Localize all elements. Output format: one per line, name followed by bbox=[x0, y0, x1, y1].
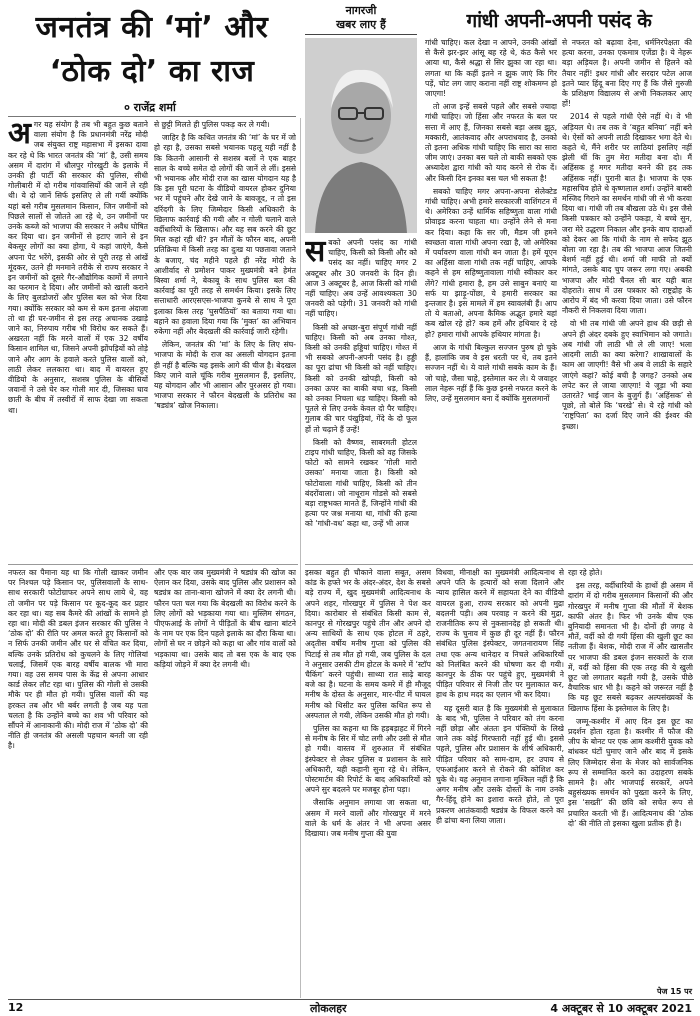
article2-column1 bbox=[305, 238, 417, 562]
byline-divider bbox=[8, 116, 296, 117]
article1-column3-lower bbox=[305, 568, 431, 996]
article1-paragraph: जम्मू-कश्मीर में आए दिन इस छूट का प्रदर्शन होता रहता है। कश्मीर में फौज की जीप के बोनट पर एक आम कश्मीरी युवक को बांधकर घंटों घुमाए जाने और बाद में इसके लिए जिम्मेदार सेना के मेजर को सार्वजनिक रूप से सम्मानित करने का उदाहरण सबके सामने है। और भाजपाई सरकारें, अपने बहुसंख्यक समर्थन को पुख्ता करने के लिए, इस ‘सख्ती’ की छवि को सचेत रूप से प्रचारित करती भी हैं। आदित्यनाथ की ‘ठोक दो’ की नीति तो इसका खुला प्रतीक ही है। bbox=[568, 716, 693, 828]
column-kicker bbox=[305, 4, 417, 32]
article1-column4-lower bbox=[436, 568, 564, 996]
article1-paragraph: जैसाकि अनुमान लगाया जा सकता था, असम में मरने वालों और गोरखपुर में मरने वाले के धर्म के अंतर ने भी अपना असर दिखाया। जब मनीष गुप्ता की युवा bbox=[305, 798, 431, 839]
article1-paragraph: इसका बहुत ही चौकाने वाला सबूत, असम कांड के हफ्ते भर के अंदर-अंदर, देश के सबसे बड़े राज्य में, खुद मुख्यमंत्री आदित्यनाथ के अपने शहर, गोरखपुर में पुलिस ने पेश कर दिया। कारोबार से संबंधित किसी काम से, कानपुर से गोरखपुर पहुंचे तीन और अपने दो अन्य साथियों के साथ एक होटल में ठहरे, अद्तीस वर्षीय मनीष गुप्ता को पुलिस की पिटाई से तब मौत हो गयी, जब पुलिस के दल ने अनुसार उसकी टीम होटल के कमरे में ‘स्टॉप चैकिंग’ करने पहुंची। साथ्या रात साढ़े बारह बजे का है। घटना के समय कमरे में ही मौजूद मनीष के दोस्त के अनुसार, मार-पीट में घायल मनीष को थिसीट कर पुलिस कथित रूप से अस्पताल ले गयी, लेकिन उसकी मौत हो गयी। bbox=[305, 568, 431, 720]
portrait-illustration bbox=[305, 38, 417, 233]
article2-paragraph: किसी को वैष्णव, साबरमती होटल टाइप गांधी चाहिए, किसी को वह जिसके फोटो को सामने रखकर ‘गोली मारो उसका’ मनाया जाता है। किसी को फोटोवाला गांधी चाहिए, किसी को तीन बंदरोंवाला। जो नाथूराम गोडसे को सबसे बड़ा राष्ट्रभक्त मानते हैं, जिन्होंने गांधी की हत्या पर जश्न मनाया था, गांधी की हत्या को ‘गांधी-वध’ कहा था, उन्हें भी आज bbox=[305, 437, 417, 529]
dropcap: अ bbox=[8, 120, 31, 151]
headline-right: गांधी अपनी-अपनी पसंद के bbox=[466, 10, 652, 32]
article2-column3 bbox=[562, 38, 692, 562]
footer-divider bbox=[8, 999, 694, 1000]
kicker-divider bbox=[305, 34, 417, 35]
article2-paragraph: 2014 से पहले गांधी ऐसे नहीं थे। वे भी अड़ियल थे। तब तक वे ‘बहुत बनिया’ नहीं बने थे। ऐसों को अपनी लाठी दिखाकर भगा देते थे। कहते थे, मैंने शरीर पर लाठियां इसलिए नहीं झेली थीं कि तुम मेरा मतीदा बना दो। मैं अहिंसक हूं मगर मतीदा बनने की हद तक अहिंसक नहीं। पुरानी बात है। भाजपा के एक महासचिव होते थे कृष्णलाल शर्मा। उन्होंने बाबरी मस्जिद गिराने का समर्थन गांधी जी से भी करवा दिया था। गांधी जी तब बौखला उठे थे। इस जैसे किसी पत्रकार को उन्होंने पकड़ा, ये बच्चे सुन, जरा मेरे उद्धरण निकाल और इनके बाप दादाओं को देकर आ कि गांधी के नाम से सफेद झूठ बोला जा रहा है। तब की भाजपा आज जितनी बेशर्म नहीं हुई थी। शर्मा जी माफी तो क्यों मांगते, उसके बाद चुप जरूर लगा गए। अबकी भाजपा और मोदी चैनल सी बार यही बात दोहराते। साथ में उस पत्रकार को राष्ट्रद्रोह के आरोप में बंद भी करवा दिया जाता। उसे फौरन नौकरी से निकलवा दिया जाता। bbox=[562, 112, 692, 316]
article2-paragraph: सबको चाहिए मगर अपना-अपना सेलेक्टेड गांधी चाहिए। अभी हमारे सरकारजी वाशिंगटन में थे। अमेरिका उन्हें धार्मिक सहिष्णुता वाला गांधी प्रोवाइड करना चाहता था। उन्होंने लेने से मना कर दिया। कहा कि सर जी, मैडम जी हमने स्वच्छता वाला गांधी अपना रखा है, जो अमेरिका में पर्यावरण वाला गांधी बन जाता है। हमें यूएन का अहिंसा वाला गांधी तक नहीं चाहिए, आपके कहने से हम सहिष्णुतावाला गांधी स्वीकार कर लेंगे? गांधी हमारा है, हम उसे साबुन बनाएं या सर्फ या झाड़ू-पोंछा, ये हमारी सरकार का इन्तजार है। इस मामले में हम स्वावलंबी हैं। आप तो ये बताओ, अपना कैमिक अद्भुत हमारे यहां कब खोल रहे हो? कब हमें और हथियार दे रहे हो? हमारा गांधी आपके हथियार मांगता है। bbox=[425, 186, 557, 339]
article1-paragraph: पुलिस का कहना था कि हड़बड़ाहट में गिरने से मनीष के सिर में चोट लगी और उसी से मौत हो गयी। वास्तव में शुरुआत में संबंधित इंस्पेक्टर से लेकर पुलिस व प्रशासन के सारे अधिकारी, यही कहानी सुना रहे थे। लेकिन, पोस्टमार्टम की रिपोर्ट के बाद अधिकारियों को अपने सुर बदलने पर मजबूर होना पड़ा। bbox=[305, 724, 431, 795]
headline-left bbox=[8, 6, 296, 94]
dropcap: स bbox=[305, 238, 326, 269]
article2-text: बको अपनी पसंद का गांधी चाहिए, किसी को किसी और को पसंद का नहीं। चाहिए मगर 2 अक्टूबर और 30 जनवरी के दिन ही। आज 3 अक्टूबर है, आज किसी को गांधी नहीं चाहिए। अब उन्हें आवश्यकता 30 जनवरी को पड़ेगी। 31 जनवरी को गांधी नहीं चाहिए। bbox=[305, 238, 417, 319]
article1-column5-lower bbox=[568, 568, 693, 996]
article2-paragraph: वो भी तब गांधी जी अपने हाथ की छड़ी से अपने ही अंदर दबके हुए स्वाभिमान को जगाते। अब गांधी जी लाठी भी ले ली जाए! भला आदमी लाठी का क्या करेगा? शाखावालों के काम आ जाएगी! वैसे भी अब वे लाठी के सहारे जाएंगे कहां? कोई बची है जगह? उनको अब लपेट कर ले जाया जाएगा! ये जूड़ा भी क्या उतारते? भाई जान के बुजुर्ग हैं। ‘अहिंसक’ से पूछो, तो बोले कि ‘चरखे’ से। ये रहे गांधी को ‘राष्ट्रपिता’ का दर्जा दिए जाने की ईश्वर की इच्छा। bbox=[562, 319, 692, 431]
article1-paragraph: जाहिर है कि कथित जनतंत्र की ‘मां’ के घर में जो हो रहा है, उसका सबसे भयानक पहलू यही नहीं है कि कितनी आसानी से सशस्त्र बलों ने एक बाहर साल के बच्चे समेत दो लोगों की जानें ले लीं। इससे भी भयानक और मोदी राज का खास योगदान यह है कि इस पूरी घटना के वीडियो वायरल होकर दुनिया भर में पहुंचने और देखे जाने के बावजूद, न तो इस दरिंदगी के लिए जिम्मेदार किसी अधिकारी के खिलाफ कार्रवाई की गयी और न गोली चलाने वाले वर्दीधारियों के खिलाफ। और यह सब करने की छूट मिल कहां रही थी? इन मौतों के फौरन बाद, अपनी प्रतिक्रिया में किसी तरह का दुःख या पछतावा जताने के बजाए, चंद महीने पहले ही नरेंद्र मोदी के आशीर्वाद से प्रमोशन पाकर मुख्यमंत्री बने हेमंत बिस्वा शर्मा ने, बेकाबू के साथ पुलिस बल की कार्रवाई का पूरी तरह से समर्थन किया। इसके लिए सत्ताधारी आरएसएस-भाजपा कुनबे से साथ ने पूरा इलाका किस तरह ‘घुसपैठियों’ का बताया गया था। बहाने का हवाला दिया गया कि ‘मुक्त’ का अभियान रुकेगा नहीं और बेदखली की कार्रवाई जारी रहेगी। bbox=[154, 133, 296, 337]
article2-column2 bbox=[425, 38, 557, 562]
article1-paragraph: विधवा, मीनाक्षी का मुख्यमंत्री आदित्यनाथ से अपने पति के हत्यारों को सजा दिलाने और न्याय हासिल करने में सहायता देने का वीडियो वायरल हुआ, राज्य सरकार को अपनी मुद्रा बदलनी पड़ी। अब परवाह न करने की मुद्रा, राजनीतिक रूप से नुकसानदेह हो सकती थी। राज्य के चुनाव में कुछ ही दूर नहीं हैं। फौरन संबंधित पुलिस इंस्पेक्टर, जगतनारायण सिंह तथा एक अन्य थानेदार व निचले अधिकारियों को निलंबित करने की घोषणा कर दी गयी। कानपुर के ठीक पर पहुंचे हुए, मुख्यमंत्री ने पीड़ित परिवार से निजी तौर पर मुलाकात कर, हाथ के हाथ मदद का एलान भी कर दिया। bbox=[436, 568, 564, 700]
article2-paragraph: तो आज इन्हें सबसे पहले और सबसे ज्यादा गांधी चाहिए। जो हिंसा और नफरत के बल पर सत्ता में आए हैं, जिनका सबसे बड़ा अस्त्र झूठ, मक्कारी, आतंकवाद और अपराधवाद है, उनको तो इतना अधिक गांधी चाहिए कि सारा का सारा जीम जाएं। उनका बस चले तो बाकी सबको एक अध्यादेश द्वारा गांधी को याद करने से रोक दें। और किसी दिन इनका बस चल भी सकता है! bbox=[425, 102, 557, 183]
article1-paragraph: रहा रहे होते। bbox=[568, 568, 603, 577]
article2-paragraph bbox=[305, 238, 417, 320]
article2-paragraph: आज के गांधी बिल्कुल सज्जन पुरुष हो चुके हैं, हालांकि जब वे इस धरती पर थे, तब इतने सज्जन नहीं थे। ये वाले गांधी सबके काम के हैं। जो चाहे, जैसा चाहे, इस्तेमाल कर ले। ये जवाहर लाल नेहरू नहीं हैं कि कुछ इनसे नफरत करने के लिए, उन्हें मुसलमान बना दें क्योंकि मुसलमानों bbox=[425, 342, 557, 403]
article1-paragraph: लेकिन, जनतंत्र की ‘मां’ के लिए के लिए संघ-भाजपा के मोदी के राज का असली योगदान इतना ही नहीं है बल्कि यह इसके आगे की चीज है। बेदखल किए जाने वाले चूंकि गरीब मुसलमान हैं, इसलिए, यह योगदान और भी आसान और पुरअसर हो गया। भाजपा सरकार ने फौरन बेदखली के प्रतिरोध का ‘षड्यंत्र’ खोज निकाला। bbox=[154, 340, 296, 411]
headline-left-line1: जनतंत्र की ‘मां’ और bbox=[35, 10, 269, 45]
page-number: 12 bbox=[8, 1001, 24, 1014]
column-divider bbox=[300, 118, 301, 998]
article1-paragraph: इस तरह, वर्दीधारियों के हाथों ही असम में दारांग में दो गरीब मुसलमान किसानों की और गोरखपुर में मनीष गुप्ता की मौतों में बेशक काफी अंतर है। फिर भी उनके बीच एक बुनियादी समानता भी है। दोनों ही जगह वे मौतें, वर्दी को दी गयी हिंसा की खुली छूट का नतीजा हैं। बेशक, मोदी राज में और खासतौर पर भाजपा की डबल इंजन सरकारों के राज में, वर्दी को हिंसा की एक तरह की ये खुली छूट जो लगातार बढ़ती गयी है, उसके पीछे वैचारिक धार भी है। कहने को जरूरत नहीं है कि यह छूट सबसे बढ़कर अल्पसंख्यकों के खिलाफ हिंसा के इस्तेमाल के लिए है। bbox=[568, 581, 693, 713]
headline-left-line2: ‘ठोक दो’ का राज bbox=[49, 54, 255, 89]
article1-paragraph: से छुट्टी मिलते ही पुलिस पकड़ कर ले गयी। bbox=[154, 120, 270, 129]
continued-note: पेज 15 पर bbox=[653, 986, 692, 997]
publication-name: लोकलहर bbox=[310, 1002, 347, 1015]
author-photo bbox=[305, 38, 417, 233]
article1-paragraph: और एक बार जब मुख्यमंत्री ने षड्यंत्र की खोज का ऐलान कर दिया, उसके बाद पुलिस और प्रशासन को षड्यंत्र का ताना-बाना खोजने में क्या देर लगनी थी। फौरन पता चल गया कि बेदखली का विरोध करने के लिए लोगों को भड़काया गया था। मुस्लिम संगठन, पीएफआई के लोगों ने पीड़ितों के बीच खाना बांटने के नाम पर एक दिन पहले इलाके का दौरा किया था। लोगों से घर न छोड़ने को कहा था और गांव वालों को भड़काया था। उसके बाद तो बस एक के बाद एक कड़ियां जोड़ने में क्या देर लगनी थी। bbox=[154, 568, 296, 669]
issue-date: 4 अक्टूबर से 10 अक्टूबर 2021 bbox=[550, 1002, 692, 1015]
article1-column1 bbox=[8, 120, 148, 562]
article1-column2-lower bbox=[154, 568, 296, 996]
kicker-line2: खबर लाए हैं bbox=[336, 18, 386, 31]
article1-column1-lower bbox=[8, 568, 148, 996]
article2-paragraph: से नफरत को बढ़ावा देना, धर्मनिरपेक्षता की हत्या करना, उनका एकमात्र एजेंडा है। ये नेहरू बड़ा अड़ियल है। अपनी जमीन से हिलने को तैयार नहीं! इधर गांधी और सरदार पटेल आज इतने प्यार हिंदू बना दिए गए हैं कि जैसे गुरुजी के प्रशिक्षण विद्यालय से अभी निकलकर आए हों! bbox=[562, 38, 692, 109]
article1-column2 bbox=[154, 120, 296, 562]
article2-paragraph: किसी को अच्छा-बुरा संपूर्ण गांधी नहीं चाहिए। किसी को अब उनका गोश्त, किसी को उनकी हड्डियां चाहिए। गोश्त में भी सबको अपनी-अपनी पसंद है। हड्डी का पूरा ढांचा भी किसी को नहीं चाहिए। किसी को उनकी खोपड़ी, किसी को उनका ऊपर का बाकी बचा धड़, किसी को उनका निचला धड़ चाहिए। किसी को पूतले से लिए उनके केवल दो पैर चाहिए। गुलाब की चार पंखुड़ियां, गेंदे के दो फूल हों तो चढ़ाने हैं उन्हें! bbox=[305, 322, 417, 434]
article1-paragraph bbox=[8, 120, 148, 416]
article1-text: गर यह संयोग है तब भी बहुत कुछ बताने वाला संयोग है कि प्रधानमंत्री नरेंद्र मोदी जब संयुक्त राष्ट्र महासभा में इसका दावा कर रहे थे कि भारत जनतंत्र की ‘मां’ है, उसी समय असम में दारांग में धौलपुर गोरखुटी के इलाके में उनकी ही पार्टी की सरकार की पुलिस, सीधी गोलीबारी में दो गरीब गांववासियों की जानें ले रही थी। ये दो जानें सिर्फ इसलिए ले ली गयीं क्योंकि यहां बसे गरीब मुसलमान किसान, जिन जमीनों को पिछले सालों से जोतते आ रहे थे, उन जमीनों पर उनके कब्जे को भाजपा की सरकार ने अवैध घोषित कर दिया था। इन जमीनों से हटाए जाने से इन बेकसूर लोगों का क्या होगा, ये कहां जाएंगे, कैसे अपना पेट भरेंगे, इसकी ओर से पूरी तरह से आंखें मूंदकर, उतने ही मनमाने तरीके से राज्य सरकार ने इन जमीनों को दूसरे गैर-औद्योगिक कामों में लगाने का फरमान दे दिया। और जमीनों को खाली कराने के लिए बुलडोजरों और पुलिस बल को भेज दिया गया। क्योंकि सरकार को कम से कम इतना अंदाजा तो था ही घर-जमीन से इस तरह अचानक उखाड़े जाने का, निरुपाय गरीब भी विरोध कर सकते हैं। अखरता नहीं कि मरने वालों में एक 32 वर्षीय किसान शामिल था, जिसने अपनी झोंपड़ियों को तोड़े जाने और आग के हवाले करते पुलिस वालों को, लाठी लेकर ललकारा था। बाद में वायरल हुए वीडियो के अनुसार, सशस्त्र पुलिस के बीसियों जवानों ने उसे घेर कर गोली मार दी, जिसका घाव छाती के बीच में तस्वीरों में साफ देखा जा सकता था। bbox=[8, 120, 148, 415]
article1-paragraph: नफरत का पैमाना यह था कि गोली खाकर जमीन पर निश्चल पड़े किसान पर, पुलिसवालों के साथ-साथ सरकारी फोटोग्राफर अपने साथ लाये थे, वह तो जमीन पर पड़े किसान पर कूद-कूद कर प्रहार कर रहा था। यह सब कैमरे की आंखों के सामने हो रहा था। मोदी की डबल इंजन सरकार की पुलिस ने ‘ठोक दो’ की रीति पर अमल करते हुए किसानों को न सिर्फ उनकी जमीन और घर से वंचित कर दिया, बल्कि उनके प्रतिरोध को कुचलने के लिए गोलियां चलाईं, जिसमें एक बारह वर्षीय बालक भी मारा गया। वह उस समय पास के केंद्र से अपना आधार कार्ड लेकर लौट रहा था। पुलिस की गोली से उसकी मौके पर ही मौत हो गयी। पुलिस वालों की यह हरकत तब और भी बर्बर लगती है जब यह पता चलता है कि उन्होंने बच्चे का शव भी परिवार को सौंपने में आनाकानी की। मोदी राज में ‘ठोक दो’ की नीति ही जनतंत्र की असली पहचान बनती जा रही है। bbox=[8, 568, 148, 751]
section-divider-right bbox=[305, 564, 693, 565]
section-divider bbox=[8, 564, 298, 565]
article2-paragraph: गांधी चाहिए। कल देखा न आपने, उनकी आंखों से कैसे झर-झर आंसू बह रहे थे, कंठ कैसे भर आया था, कैसे श्रद्धा से सिर झुका जा रहा था। लगता था कि कहीं इतने न झुक जाएं कि गिर पड़ें, चोट लग जाए कराना नहीं राष्ट्र शोकमग्न हो जाएगा! bbox=[425, 38, 557, 99]
article1-paragraph: यह दूसरी बात है कि मुख्यमंत्री से मुलाकात के बाद भी, पुलिस ने परिवार को तंग करना नहीं छोड़ा और अंततः इन पंक्तियों के लिखे जाने तक कोई गिरफ्तारी नहीं हुई थी। इससे पहले, पुलिस और प्रशासन के शीर्ष अधिकारी, पीड़ित परिवार को साम-दाम, हर उपाय से एफआईआर करने से रोकने की कोशिश कर चुके थे। यह अनुमान लगाना मुश्किल नहीं है कि अगर मनीष और उसके दोस्तों के नाम उनके गैर-हिंदू होने का इशारा करते होते, तो पूरा प्रकरण आतंकवादी षड्यंत्र के विफल करने का ही ढांचा बना लिया जाता। bbox=[436, 703, 564, 825]
kicker-line1: नागरजी bbox=[345, 4, 377, 17]
byline: ० राजेंद्र शर्मा bbox=[124, 101, 176, 114]
